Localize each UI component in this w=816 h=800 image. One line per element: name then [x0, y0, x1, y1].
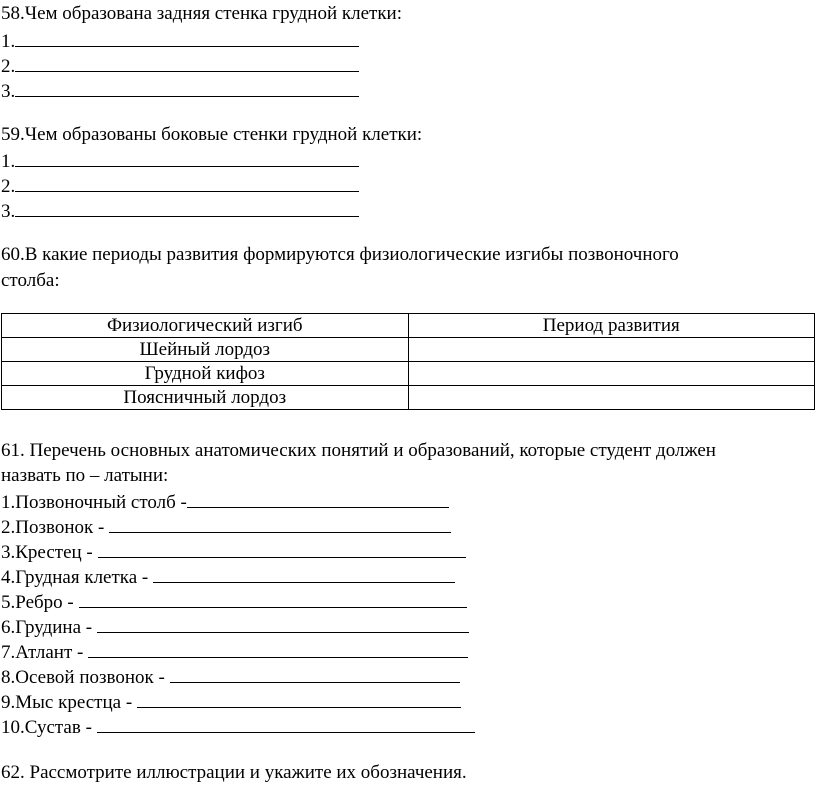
q61-term-7[interactable] [1, 638, 468, 663]
table-cell-curve: Грудной кифоз [2, 362, 409, 386]
q61-term-8[interactable] [1, 663, 460, 688]
answer-blank [98, 538, 466, 558]
table-cell-curve: Шейный лордоз [2, 338, 409, 362]
q59-answer-1[interactable] [1, 147, 359, 172]
term-label: 7.Атлант - [1, 642, 89, 663]
answer-blank [15, 197, 359, 217]
answer-number: 2. [1, 176, 16, 197]
table-cell-period[interactable] [408, 338, 814, 362]
term-label: 2.Позвонок - [1, 517, 110, 538]
answer-blank [153, 563, 455, 583]
answer-blank [88, 638, 468, 658]
answer-blank [15, 27, 359, 47]
q61-term-2[interactable] [1, 513, 451, 538]
term-label: 8.Осевой позвонок - [1, 667, 170, 688]
answer-blank [15, 172, 359, 192]
answer-blank [79, 588, 467, 608]
term-label: 6.Грудина - [1, 617, 97, 638]
answer-blank [15, 147, 359, 167]
term-label: 10.Сустав - [1, 717, 97, 738]
table-row [2, 338, 815, 362]
answer-blank [15, 52, 359, 72]
q61-term-4[interactable] [1, 563, 455, 588]
answer-blank [97, 613, 469, 633]
table-header-curve: Физиологический изгиб [2, 314, 409, 338]
table-header-row [2, 314, 815, 338]
q61-term-6[interactable] [1, 613, 469, 638]
answer-number: 3. [1, 81, 16, 102]
answer-blank [137, 688, 461, 708]
question-60-title-cont: столба: [1, 270, 60, 291]
table-cell-period[interactable] [408, 362, 814, 386]
term-label: 1.Позвоночный столб - [1, 492, 187, 513]
table-cell-curve: Поясничный лордоз [2, 386, 409, 410]
question-62-title: 62. Рассмотрите иллюстрации и укажите их обозначения. [1, 762, 467, 783]
answer-blank [109, 513, 451, 533]
answer-blank [97, 713, 475, 733]
answer-number: 2. [1, 56, 16, 77]
q61-term-9[interactable] [1, 688, 461, 713]
answer-number: 1. [1, 151, 16, 172]
term-label: 3.Крестец - [1, 542, 98, 563]
question-60-title: 60.В какие периоды развития формируются физиологические изгибы позвоночного [1, 244, 679, 265]
q58-answer-2[interactable] [1, 52, 359, 77]
q58-answer-1[interactable] [1, 27, 359, 52]
answer-blank [187, 488, 449, 508]
q58-answer-3[interactable] [1, 77, 359, 102]
table-row [2, 362, 815, 386]
question-58-title: 58.Чем образована задняя стенка грудной клетки: [1, 3, 402, 24]
q59-answer-3[interactable] [1, 197, 359, 222]
table-row [2, 386, 815, 410]
table-header-period: Период развития [408, 314, 814, 338]
q61-term-10[interactable] [1, 713, 475, 738]
answer-number: 1. [1, 31, 16, 52]
term-label: 4.Грудная клетка - [1, 567, 153, 588]
term-label: 9.Мыс крестца - [1, 692, 137, 713]
q61-term-5[interactable] [1, 588, 467, 613]
question-61-title-cont: назвать по – латыни: [1, 465, 169, 486]
spine-curves-table [1, 313, 815, 410]
q59-answer-2[interactable] [1, 172, 359, 197]
question-59-title: 59.Чем образованы боковые стенки грудной клетки: [1, 124, 423, 145]
answer-blank [170, 663, 460, 683]
answer-number: 3. [1, 201, 16, 222]
term-label: 5.Ребро - [1, 592, 79, 613]
q61-term-3[interactable] [1, 538, 466, 563]
q61-term-1[interactable] [1, 488, 449, 513]
question-61-title: 61. Перечень основных анатомических понятий и образований, которые студент должен [1, 440, 716, 461]
table-cell-period[interactable] [408, 386, 814, 410]
answer-blank [15, 77, 359, 97]
